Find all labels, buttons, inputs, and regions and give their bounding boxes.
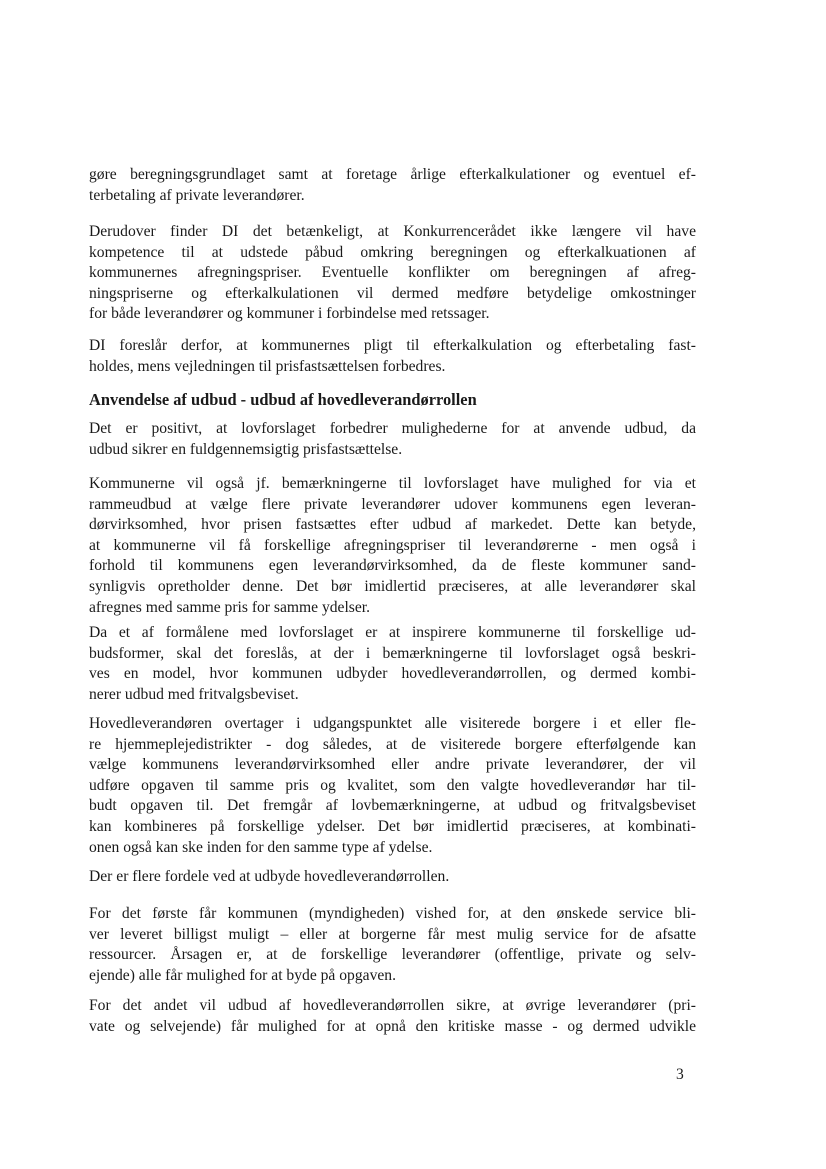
text-line: for både leverandører og kommuner i forbindelse med retssager. [89,305,490,323]
paragraph [89,419,696,460]
text-line: forhold til kommunens egen leverandørvirksomhed, da de fleste kommuner sand- [89,557,696,575]
text-line: Der er flere fordele ved at udbyde hovedleverandørrollen. [89,868,450,885]
text-line: For det andet vil udbud af hovedleverandørrollen sikre, at øvrige leverandører (pri- [89,997,696,1014]
text-line: dørvirksomhed, hvor prisen fastsættes efter udbud af markedet. Dette kan betyde, [89,516,696,534]
text-line: onen også kan ske inden for den samme type af ydelse. [89,838,433,856]
text-line: vate og selvejende) får mulighed for at opnå den kritiske masse - og dermed udvikle [89,1017,696,1035]
text-line: Derudover finder DI det betænkeligt, at Konkurrencerådet ikke længere vil have [89,223,696,240]
text-line: udbud sikrer en fuldgennemsigtig prisfastsættelse. [89,440,403,458]
text-line: Da et af formålene med lovforslaget er at inspirere kommunerne til forskellige ud- [89,624,696,641]
text-line: ressourcer. Årsagen er, at de forskellige leverandører (offentlige, private og selv- [89,946,696,964]
paragraph [89,904,696,986]
text-line: For det første får kommunen (myndigheden) vished for, at den ønskede service bli- [89,905,696,922]
paragraph [89,867,696,888]
text-line: udføre opgaven til samme pris og kvalitet, som den valgte hovedleverandør har til- [89,776,696,794]
text-line: budt opgaven til. Det fremgår af lovbemærkningerne, at udbud og fritvalgsbeviset [89,797,696,815]
section-heading: Anvendelse af udbud - udbud af hovedleverandørrollen [89,390,477,409]
text-line: ves en model, hvor kommunen udbyder hovedleverandørrollen, og dermed kombi- [89,665,696,683]
text-line: terbetaling af private leverandører. [89,186,305,204]
text-line: nerer udbud med fritvalgsbeviset. [89,685,299,703]
text-line: DI foreslår derfor, at kommunernes pligt til efterkalkulation og efterbetaling fast- [89,337,696,354]
text-line: synligvis opretholder denne. Det bør imidlertid præciseres, at alle leverandører skal [89,577,696,595]
text-line: ejende) alle får mulighed for at byde på opgaven. [89,966,396,984]
paragraph [89,623,696,705]
text-line: rammeudbud at vælge flere private leverandører udover kommunens egen leveran- [89,495,696,513]
paragraph [89,714,696,858]
text-line: afregnes med samme pris for samme ydelser. [89,598,371,616]
text-line: at kommunerne vil få forskellige afregningspriser til leverandørerne - men også i [89,536,696,554]
text-line: budsformer, skal det foreslås, at der i bemærkningerne til lovforslaget også beskri- [89,644,696,662]
paragraph [89,222,696,325]
text-line: re hjemmeplejedistrikter - dog således, at de visiterede borgere efterfølgende kan [89,735,696,753]
text-line: vælge kommunens leverandørvirksomhed eller andre private leverandører, der vil [89,756,696,774]
text-line: kan kombineres på forskellige ydelser. Det bør imidlertid præciseres, at kombinati- [89,817,696,835]
page-number: 3 [676,1066,684,1083]
text-line: gøre beregningsgrundlaget samt at foretage årlige efterkalkulationer og eventuel ef- [89,166,696,183]
text-line: kompetence til at udstede påbud omkring beregningen og efterkalkuationen af [89,243,696,261]
text-line: ningspriserne og efterkalkulationen vil dermed medføre betydelige omkostninger [89,284,696,302]
text-line: Hovedleverandøren overtager i udgangspunktet alle visiterede borgere i et eller fle- [89,715,696,732]
paragraph [89,336,696,377]
text-line: kommunernes afregningspriser. Eventuelle konflikter om beregningen af afreg- [89,264,696,282]
text-line: holdes, mens vejledningen til prisfastsættelsen forbedres. [89,357,446,375]
text-line: ver leveret billigst muligt – eller at borgerne får mest mulig service for de afsatte [89,925,696,943]
paragraph [89,474,696,618]
paragraph [89,996,696,1037]
text-line: Det er positivt, at lovforslaget forbedrer mulighederne for at anvende udbud, da [89,420,696,437]
text-line: Kommunerne vil også jf. bemærkningerne til lovforslaget have mulighed for via et [89,475,696,492]
paragraph [89,165,696,206]
